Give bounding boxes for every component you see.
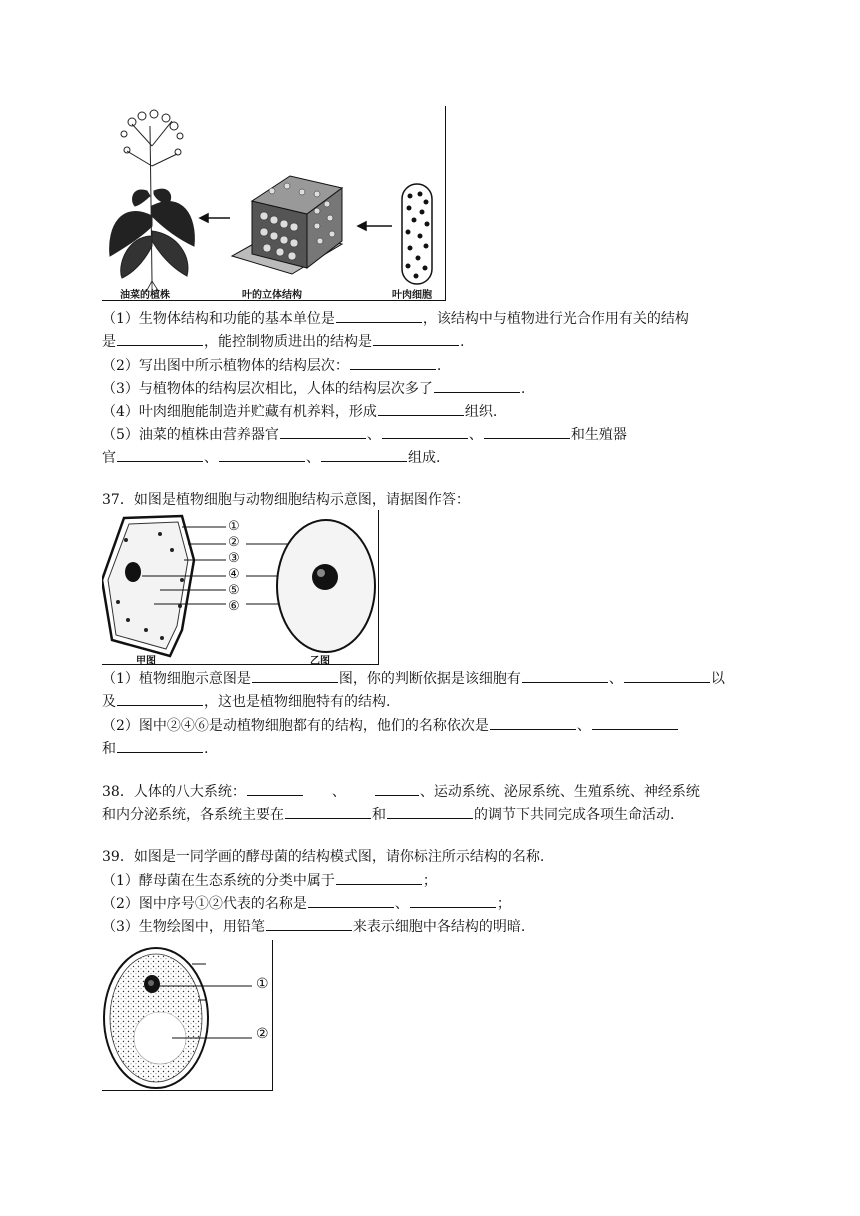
figure-plant-animal-cells [102, 510, 380, 666]
q36-line-1: （1）生物体结构和功能的基本单位是 ，该结构中与植物进行光合作用有关的结构 [102, 308, 689, 329]
answer-blank[interactable] [350, 355, 436, 370]
q39-title: 39．如图是一同学画的酵母菌的结构模式图，请你标注所示结构的名称. [102, 849, 545, 865]
figure-plant-levels [102, 106, 447, 302]
mesophyll-cell-icon [402, 184, 432, 284]
answer-blank[interactable] [378, 401, 464, 416]
q39-line-3: （3）生物绘图中，用铅笔 来表示细胞中各结构的明暗. [102, 916, 525, 937]
answer-blank[interactable] [117, 447, 203, 462]
cell-labels: ① ② ③ ④ ⑤ ⑥ [228, 519, 240, 614]
q36-line-6: （5）油菜的植株由营养器官 、 、 和生殖器 [102, 424, 627, 445]
leaf-structure-icon [232, 176, 342, 274]
caption-plant-cell: 甲图 [136, 656, 156, 667]
answer-blank[interactable] [522, 668, 608, 683]
caption-plant: 油菜的植株 [120, 290, 170, 301]
answer-blank[interactable] [280, 424, 366, 439]
answer-blank[interactable] [410, 893, 496, 908]
answer-blank[interactable] [117, 331, 203, 346]
yeast-label-2: ② [256, 1026, 269, 1042]
answer-blank[interactable] [308, 893, 394, 908]
answer-blank[interactable] [484, 424, 570, 439]
answer-blank[interactable] [375, 781, 419, 796]
q37-title: 37．如图是植物细胞与动物细胞结构示意图，请据图作答： [102, 492, 470, 508]
answer-blank[interactable] [252, 668, 338, 683]
answer-blank[interactable] [592, 715, 678, 730]
figure-yeast-cell [102, 940, 274, 1092]
answer-blank[interactable] [219, 447, 305, 462]
q37-line-1: （1）植物细胞示意图是 图，你的判断依据是该细胞有 、 以 [102, 668, 725, 689]
answer-blank[interactable] [117, 738, 203, 753]
answer-blank[interactable] [117, 691, 203, 706]
plant-levels-drawing [102, 106, 447, 302]
answer-blank[interactable] [321, 447, 407, 462]
answer-blank[interactable] [373, 331, 459, 346]
answer-blank[interactable] [624, 668, 710, 683]
q39-line-2: （2）图中序号①②代表的名称是 、 ； [102, 893, 511, 914]
caption-animal-cell: 乙图 [310, 656, 330, 667]
answer-blank[interactable] [490, 715, 576, 730]
q36-line-4: （3）与植物体的结构层次相比，人体的结构层次多了 . [102, 378, 525, 399]
rapeseed-plant-icon [110, 110, 195, 294]
plant-cell-icon [102, 516, 194, 656]
q39-line-1: （1）酵母菌在生态系统的分类中属于 ； [102, 870, 437, 891]
answer-blank[interactable] [247, 781, 303, 796]
answer-blank[interactable] [336, 870, 422, 885]
q37-line-4: 和 . [102, 738, 208, 759]
answer-blank[interactable] [336, 308, 422, 323]
cells-drawing [102, 510, 380, 666]
q36-line-5: （4）叶肉细胞能制造并贮藏有机养料，形成 组织. [102, 401, 497, 422]
answer-blank[interactable] [382, 424, 468, 439]
yeast-label-1: ① [256, 976, 269, 992]
answer-blank[interactable] [387, 804, 473, 819]
q37-line-3: （2）图中②④⑥是动植物细胞都有的结构，他们的名称依次是 、 [102, 715, 679, 736]
animal-cell-icon [277, 520, 375, 652]
answer-blank[interactable] [266, 916, 352, 931]
yeast-cell-icon [104, 948, 208, 1088]
answer-blank[interactable] [434, 378, 520, 393]
q38-line-1: 38．人体的八大系统： 、 、运动系统、泌尿系统、生殖系统、神经系统 [102, 781, 700, 802]
answer-blank[interactable] [285, 804, 371, 819]
yeast-cell-drawing [102, 940, 274, 1092]
q38-line-2: 和内分泌系统，各系统主要在 和 的调节下共同完成各项生命活动. [102, 804, 674, 825]
arrow-left-icon [200, 214, 230, 222]
q36-line-7: 官 、 、 组成. [102, 447, 440, 468]
q36-line-2: 是 ，能控制物质进出的结构是 . [102, 331, 464, 352]
arrow-left-icon [358, 222, 392, 230]
caption-mesophyll-cell: 叶肉细胞 [392, 290, 432, 301]
caption-leaf-structure: 叶的立体结构 [242, 290, 302, 301]
q37-line-2: 及 ，这也是植物细胞特有的结构. [102, 691, 390, 712]
q36-line-3: （2）写出图中所示植物体的结构层次： . [102, 355, 441, 376]
